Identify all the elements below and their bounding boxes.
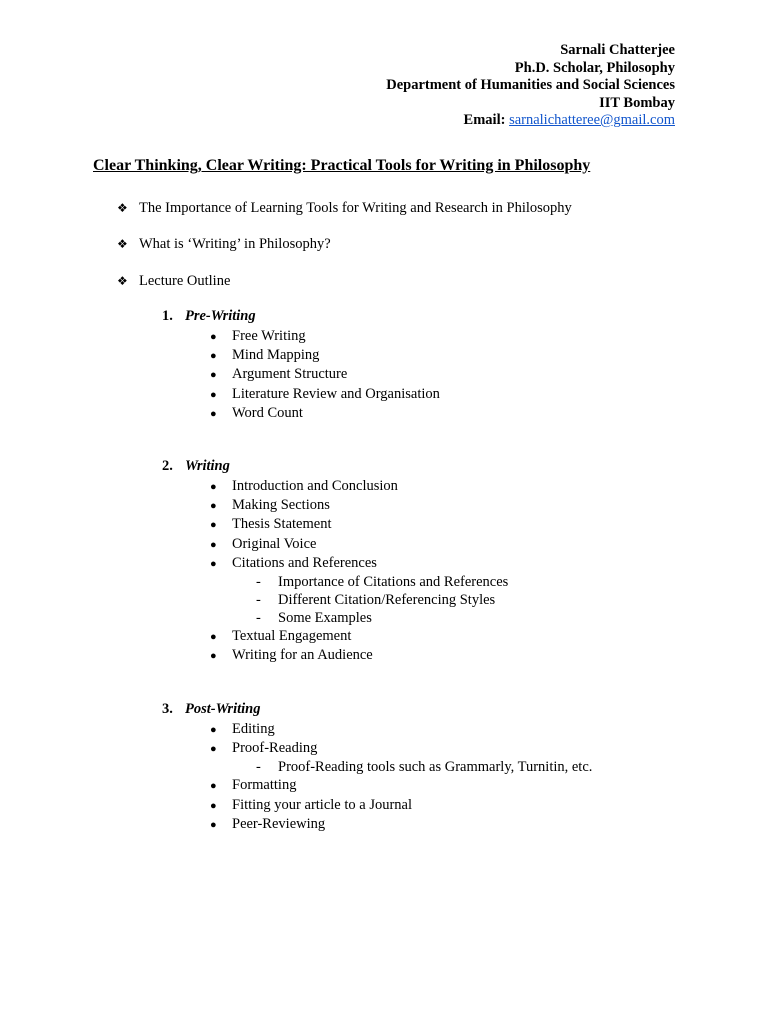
list-item: ● Making Sections (210, 496, 508, 515)
document-title: Clear Thinking, Clear Writing: Practical Tools for Writing in Philosophy (93, 157, 591, 174)
list-item: ● Word Count (210, 404, 440, 423)
diamond-bullet-icon: ❖ (117, 201, 128, 215)
list-item: ● Mind Mapping (210, 346, 440, 365)
bullet-icon: ● (210, 799, 217, 812)
list-item: ● Proof-Reading (210, 739, 592, 758)
list-item: ● Original Voice (210, 535, 508, 554)
bullet-icon: ● (210, 780, 217, 793)
section-heading: 3. Post-Writing (162, 701, 261, 717)
topic-item: ❖ Lecture Outline (117, 273, 231, 289)
sub-list-item: - Different Citation/Referencing Styles (256, 591, 496, 608)
dash-icon: - (256, 573, 261, 590)
bullet-icon: ● (210, 650, 217, 663)
list-item: ● Thesis Statement (210, 515, 508, 534)
list-item: ● Editing (210, 720, 592, 739)
bullet-icon: ● (210, 481, 217, 493)
author-block (386, 42, 675, 130)
list-item: ● Citations and References (210, 554, 508, 573)
dash-icon: - (256, 591, 261, 608)
dash-icon: - (256, 609, 261, 626)
section-heading: 2. Writing (162, 458, 230, 474)
bullet-icon: ● (210, 369, 217, 382)
sub-list-item: - Proof-Reading tools such as Grammarly, Turnitin, etc. (256, 759, 593, 776)
bullet-icon: ● (210, 350, 217, 363)
bullet-icon: ● (210, 557, 217, 570)
bullet-icon: ● (210, 500, 217, 513)
list-item: ● Free Writing (210, 327, 440, 346)
author-name: Sarnali Chatterjee (560, 42, 675, 58)
list-item: ● Peer-Reviewing (210, 815, 592, 834)
bullet-icon: ● (210, 724, 217, 736)
dash-icon: - (256, 759, 261, 776)
email-link[interactable]: sarnalichatteree@gmail.com (509, 112, 675, 128)
author-institute: IIT Bombay (599, 94, 675, 111)
diamond-bullet-icon: ❖ (117, 274, 128, 288)
bullet-icon: ● (210, 519, 217, 532)
section-2-list (210, 477, 508, 665)
bullet-icon: ● (210, 388, 217, 401)
bullet-icon: ● (210, 818, 217, 831)
section-3-list (210, 720, 592, 834)
list-item: ● Writing for an Audience (210, 646, 508, 665)
email-line (386, 112, 675, 130)
list-item: ● Literature Review and Organisation (210, 385, 440, 404)
diamond-bullet-icon: ❖ (117, 237, 128, 251)
list-item: ● Formatting (210, 776, 592, 795)
bullet-icon: ● (210, 331, 217, 343)
bullet-icon: ● (210, 630, 217, 643)
list-item: ● Fitting your article to a Journal (210, 796, 592, 815)
bullet-icon: ● (210, 538, 217, 551)
author-position: Ph.D. Scholar, Philosophy (514, 59, 675, 76)
topic-item: ❖ The Importance of Learning Tools for Writing and Research in Philosophy (117, 200, 572, 216)
section-1-list (210, 327, 440, 423)
list-item: ● Introduction and Conclusion (210, 477, 508, 496)
sub-list-item: - Importance of Citations and References (256, 573, 509, 590)
email-label: Email: (463, 112, 506, 128)
section-heading: 1. Pre-Writing (162, 308, 256, 324)
sub-list-item: - Some Examples (256, 609, 372, 626)
list-item: ● Textual Engagement (210, 627, 508, 646)
topic-item: ❖ What is ‘Writing’ in Philosophy? (117, 236, 331, 252)
bullet-icon: ● (210, 407, 217, 420)
list-item: ● Argument Structure (210, 365, 440, 384)
bullet-icon: ● (210, 743, 217, 756)
author-department: Department of Humanities and Social Sciences (386, 77, 675, 93)
